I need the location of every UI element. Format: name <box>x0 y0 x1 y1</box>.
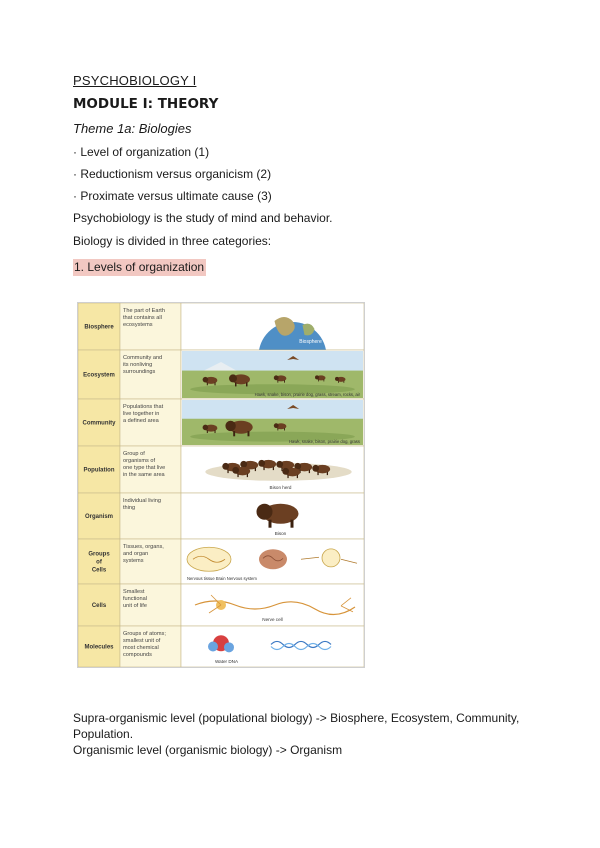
levels-of-organization-figure <box>77 302 365 668</box>
level-row-molecules <box>78 626 364 667</box>
level-description: Populations that live together in a defined area <box>123 404 164 424</box>
bullet-item: · Reductionism versus organicism (2) <box>73 167 272 181</box>
level-description: Individual living thing <box>123 498 161 511</box>
level-row-community <box>78 399 364 446</box>
level-label: Biosphere <box>84 324 114 331</box>
figure-caption: Hawk, snake, bison, prairie dog, grass, stream, rocks, air <box>254 392 360 397</box>
level-row-population <box>78 446 364 493</box>
level-label: Organism <box>84 514 114 520</box>
level-label: Population <box>83 467 115 474</box>
level-label: Community <box>82 420 116 427</box>
level-label: Ecosystem <box>83 372 115 379</box>
bullet-item: · Proximate versus ultimate cause (3) <box>73 189 272 203</box>
levels-figure-graphic <box>78 303 364 667</box>
figure-caption: Nervous tissue Brain Nervous system <box>187 576 257 581</box>
figure-caption: Water DNA <box>215 659 239 664</box>
level-description: Smallest functional unit of life <box>123 589 147 609</box>
conclusion-paragraph: Supra-organismic level (populational biology) -> Biosphere, Ecosystem, Community, Population. <box>73 711 520 741</box>
level-label: Groups of Cells <box>88 551 110 574</box>
bullet-item: · Level of organization (1) <box>73 145 210 159</box>
course-title: PSYCHOBIOLOGY I <box>73 73 197 88</box>
theme-heading: Theme 1a: Biologies <box>73 121 192 136</box>
level-description: Groups of atoms; smallest unit of most chemical compounds <box>123 631 166 658</box>
level-illustration <box>182 400 363 445</box>
level-label: Molecules <box>84 644 114 651</box>
level-label: Cells <box>91 603 107 609</box>
conclusion-paragraph: Organismic level (organismic biology) -> Organism <box>73 743 343 757</box>
figure-caption: Bison <box>274 531 287 536</box>
level-row-ecosystem <box>78 350 364 399</box>
figure-caption: Nerve cell <box>262 617 283 622</box>
level-illustration <box>182 351 363 398</box>
figure-caption: Hawk, snake, bison, prairie dog, grass <box>289 439 360 444</box>
level-description: Group of organisms of one type that live in the same area <box>123 451 166 478</box>
level-row-organism <box>78 493 364 539</box>
figure-caption: Bison herd <box>269 485 292 490</box>
figure-caption: Biosphere <box>299 339 322 345</box>
level-description: Community and its nonliving surroundings <box>123 355 163 375</box>
intro-paragraph: Biology is divided in three categories: <box>73 234 272 248</box>
level-row-groups-of-cells <box>78 539 364 584</box>
module-heading: MODULE I: THEORY <box>73 96 219 112</box>
section-heading-levels: 1. Levels of organization <box>74 260 205 274</box>
intro-paragraph: Psychobiology is the study of mind and behavior. <box>73 211 333 225</box>
level-description: Tissues, organs, and organ systems <box>123 544 164 564</box>
level-row-cells <box>78 584 364 626</box>
level-description: The part of Earth that contains all ecosystems <box>123 308 165 328</box>
